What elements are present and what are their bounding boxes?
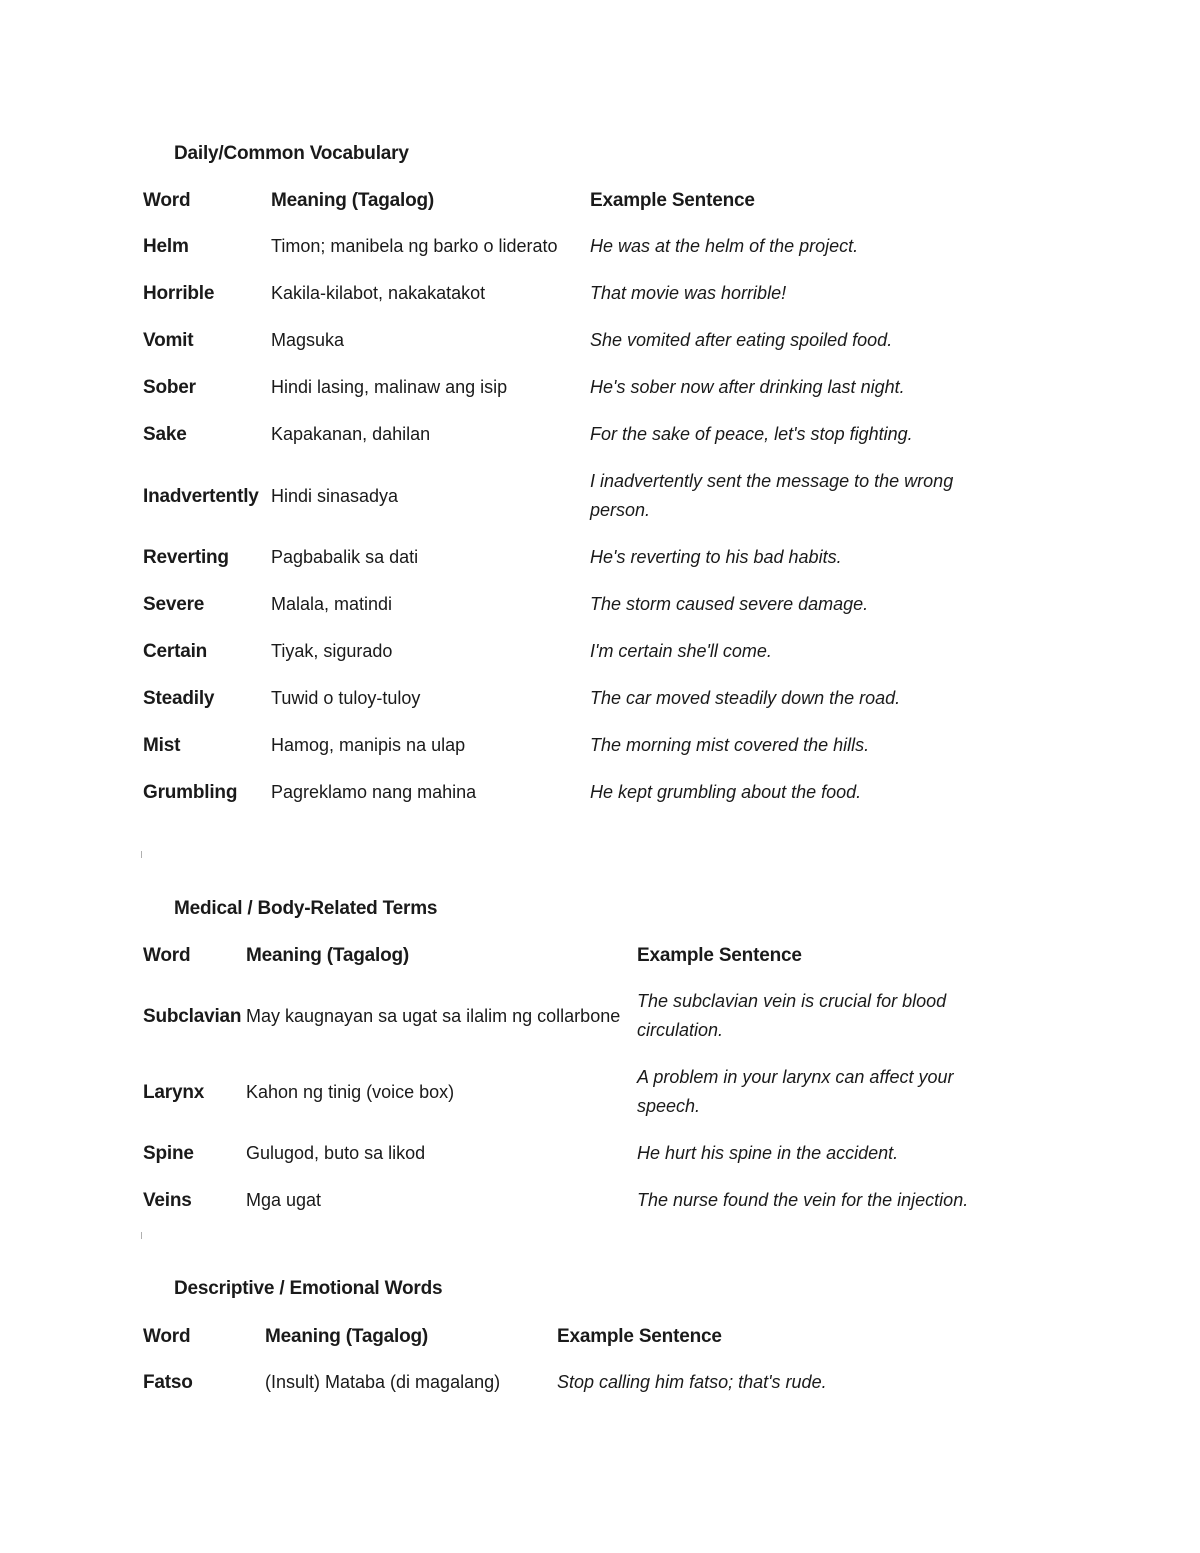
word-cell: Grumbling <box>143 782 238 803</box>
meaning-cell: (Insult) Mataba (di magalang) <box>265 1372 501 1392</box>
word-cell: Severe <box>143 594 205 615</box>
meaning-cell: Pagreklamo nang mahina <box>271 782 477 802</box>
example-cell: I'm certain she'll come. <box>590 641 772 661</box>
example-cell: He hurt his spine in the accident. <box>637 1143 899 1163</box>
meaning-cell: Hindi lasing, malinaw ang isip <box>271 377 508 397</box>
meaning-cell: Timon; manibela ng barko o liderato <box>271 236 558 256</box>
vocabulary-table-descriptive <box>143 1322 903 1415</box>
table-row <box>143 543 1003 590</box>
table-row <box>143 590 1003 637</box>
table-row <box>143 1368 903 1415</box>
meaning-cell: Hindi sinasadya <box>271 485 399 506</box>
example-cell: He's sober now after drinking last night. <box>590 377 905 397</box>
example-cell: A problem in your larynx can affect your speech. <box>637 1067 954 1116</box>
table-row <box>143 420 1003 467</box>
table-row <box>143 684 1003 731</box>
example-cell: He was at the helm of the project. <box>590 236 859 256</box>
example-cell: The morning mist covered the hills. <box>590 735 870 755</box>
example-cell: The car moved steadily down the road. <box>590 688 901 708</box>
section-title-descriptive-words: Descriptive / Emotional Words <box>174 1278 443 1299</box>
table-row <box>143 637 1003 684</box>
word-cell: Spine <box>143 1143 194 1164</box>
column-header-meaning: Meaning (Tagalog) <box>265 1326 429 1347</box>
meaning-cell: Tiyak, sigurado <box>271 641 393 661</box>
meaning-cell: Kapakanan, dahilan <box>271 424 431 444</box>
meaning-cell: Pagbabalik sa dati <box>271 547 419 567</box>
table-header-row <box>143 186 1003 232</box>
column-header-word: Word <box>143 190 191 211</box>
column-header-example: Example Sentence <box>590 190 755 211</box>
table-row <box>143 1063 1013 1139</box>
example-cell: The nurse found the vein for the injection. <box>637 1190 969 1210</box>
vocabulary-table-medical <box>143 941 1013 1233</box>
table-header-row <box>143 941 1013 987</box>
example-cell: The storm caused severe damage. <box>590 594 869 614</box>
table-row <box>143 987 1013 1063</box>
column-header-example: Example Sentence <box>637 945 802 966</box>
example-cell: Stop calling him fatso; that's rude. <box>557 1372 827 1392</box>
meaning-cell: Tuwid o tuloy-tuloy <box>271 688 421 708</box>
paragraph-mark <box>141 1232 142 1239</box>
column-header-meaning: Meaning (Tagalog) <box>246 945 410 966</box>
word-cell: Larynx <box>143 1081 205 1103</box>
table-row <box>143 232 1003 279</box>
table-row <box>143 279 1003 326</box>
vocabulary-table-daily <box>143 186 1003 825</box>
section-title-medical-terms: Medical / Body-Related Terms <box>174 898 438 919</box>
table-header-row <box>143 1322 903 1368</box>
table-row <box>143 467 1003 543</box>
word-cell: Reverting <box>143 547 229 568</box>
word-cell: Mist <box>143 735 181 756</box>
word-cell: Fatso <box>143 1372 193 1393</box>
example-cell: The subclavian vein is crucial for blood circulation. <box>637 991 947 1040</box>
word-cell: Steadily <box>143 688 215 709</box>
column-header-example: Example Sentence <box>557 1326 722 1347</box>
column-header-word: Word <box>143 1326 191 1347</box>
word-cell: Horrible <box>143 283 215 304</box>
example-cell: He kept grumbling about the food. <box>590 782 862 802</box>
column-header-meaning: Meaning (Tagalog) <box>271 190 435 211</box>
meaning-cell: Hamog, manipis na ulap <box>271 735 466 755</box>
meaning-cell: May kaugnayan sa ugat sa ilalim ng collarbone <box>246 1005 621 1026</box>
word-cell: Subclavian <box>143 1005 242 1027</box>
example-cell: He's reverting to his bad habits. <box>590 547 842 567</box>
meaning-cell: Kakila-kilabot, nakakatakot <box>271 283 486 303</box>
meaning-cell: Magsuka <box>271 330 345 350</box>
table-row <box>143 1186 1013 1233</box>
word-cell: Vomit <box>143 330 194 351</box>
paragraph-mark <box>141 851 142 858</box>
table-row <box>143 326 1003 373</box>
word-cell: Inadvertently <box>143 485 259 507</box>
example-cell: She vomited after eating spoiled food. <box>590 330 893 350</box>
word-cell: Certain <box>143 641 208 662</box>
word-cell: Sake <box>143 424 187 445</box>
meaning-cell: Mga ugat <box>246 1190 322 1210</box>
table-row <box>143 731 1003 778</box>
example-cell: That movie was horrible! <box>590 283 787 303</box>
table-row <box>143 778 1003 825</box>
example-cell: For the sake of peace, let's stop fighting. <box>590 424 913 444</box>
table-row <box>143 1139 1013 1186</box>
table-row <box>143 373 1003 420</box>
word-cell: Sober <box>143 377 196 398</box>
word-cell: Helm <box>143 236 189 257</box>
word-cell: Veins <box>143 1190 192 1211</box>
meaning-cell: Gulugod, buto sa likod <box>246 1143 426 1163</box>
column-header-word: Word <box>143 945 191 966</box>
example-cell: I inadvertently sent the message to the wrong person. <box>590 471 954 520</box>
meaning-cell: Kahon ng tinig (voice box) <box>246 1081 455 1102</box>
section-title-daily-vocabulary: Daily/Common Vocabulary <box>174 143 409 164</box>
meaning-cell: Malala, matindi <box>271 594 393 614</box>
